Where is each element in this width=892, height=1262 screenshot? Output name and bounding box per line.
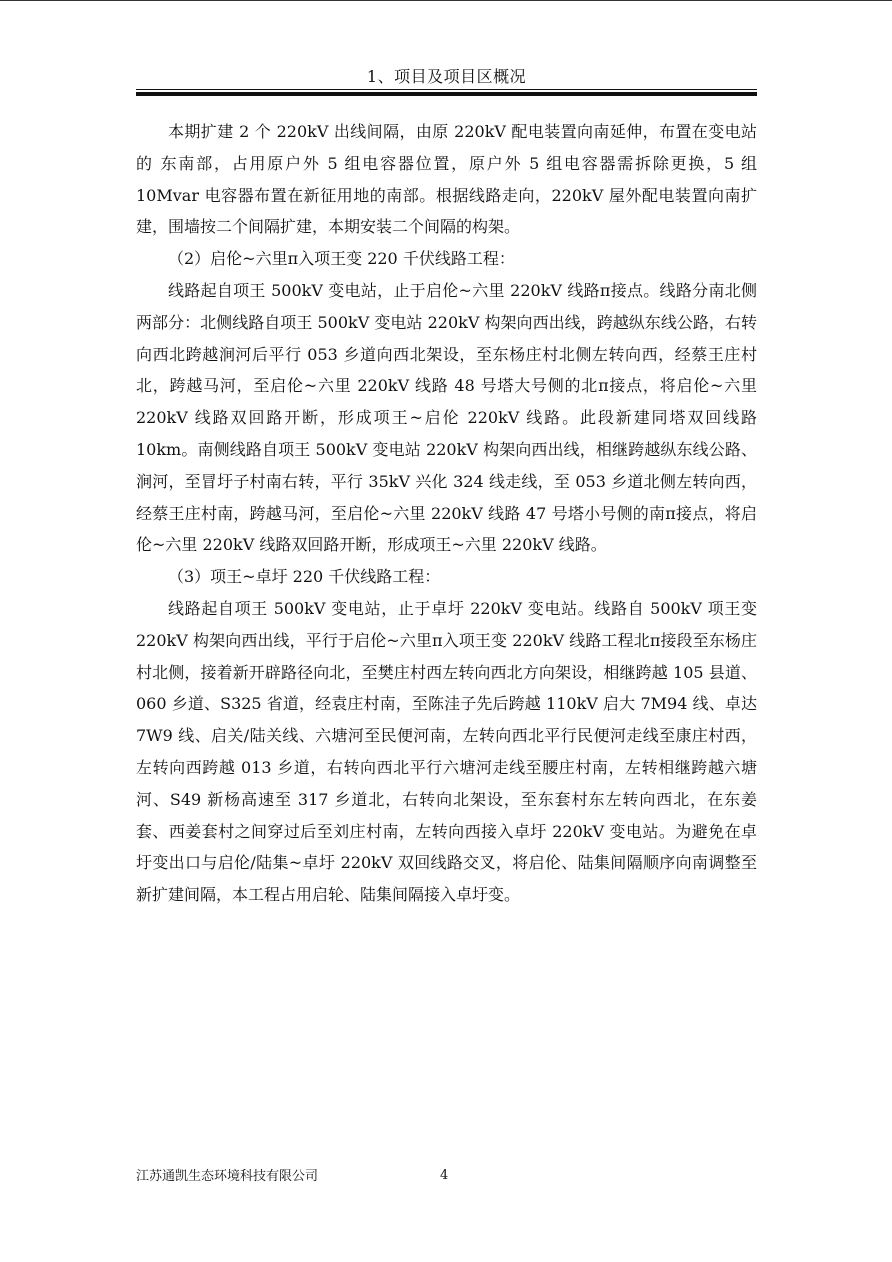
paragraph-xiangwang-zhuowei-route: 线路起自项王 500kV 变电站，止于卓圩 220kV 变电站。线路自 500kV 项王变 220kV 构架向西出线，平行于启伦~六里π入项王变 220kV 线路工程北π接段至东杨庄村北侧，接着新开辟路径向北，至樊庄村西左转向西北方向架设，相继跨越 105 县道、060 乡道、S325 省道，经袁庄村南，至陈洼子先后跨越 110kV 启大 7M94 线、卓达 7W9 线、启关/陆关线、六塘河至民便河南，左转向西北平行民便河走线至康庄村西，左转向西跨越 013 乡道，右转向西北平行六塘河走线至腰庄村南，左转相继跨越六塘河、S49 新杨高速至 317 乡道北，右转向北架设，至东套村东左转向西北，在东姜套、西姜套村之间穿过后至刘庄村南，左转向西接入卓圩 220kV 变电站。为避免在卓圩变出口与启伦/陆集~卓圩 220kV 双回线路交叉，将启伦、陆集间隔顺序向南调整至新扩建间隔，本工程占用启轮、陆集间隔接入卓圩变。 [136,598,757,905]
header-rule-thick [136,92,757,96]
subheading-xiangwang-zhuowei: （3）项王~卓圩 220 千伏线路工程： [168,567,441,587]
page-top-border [0,0,892,1]
footer-page-number: 4 [440,1168,449,1183]
header-rule-thin [136,89,757,90]
footer-company-name: 江苏通凯生态环境科技有限公司 [136,1169,319,1184]
paragraph-expansion: 本期扩建 2 个 220kV 出线间隔，由原 220kV 配电装置向南延伸，布置在变电站的 东南部，占用原户外 5 组电容器位置，原户外 5 组电容器需拆除更换，5 组 10Mvar 电容器布置在新征用地的南部。根据线路走向，220kV 屋外配电装置向南扩建，围墙按二个间隔扩建，本期安装二个间隔的构架。 [136,122,757,237]
document-body [136,116,757,911]
paragraph-qilun-liuli-route: 线路起自项王 500kV 变电站，止于启伦~六里 220kV 线路π接点。线路分南北侧两部分：北侧线路自项王 500kV 变电站 220kV 构架向西出线，跨越纵东线公路，右转向西北跨越涧河后平行 053 乡道向西北架设，至东杨庄村北侧左转向西，经蔡王庄村北，跨越马河，至启伦~六里 220kV 线路 48 号塔大号侧的北π接点，将启伦~六里 220kV 线路双回路开断，形成项王~启伦 220kV 线路。此段新建同塔双回线路 10km。南侧线路自项王 500kV 变电站 220kV 构架向西出线，相继跨越纵东线公路、涧河，至冒圩子村南右转，平行 35kV 兴化 324 线走线，至 053 乡道北侧左转向西，经蔡王庄村南，跨越马河，至启伦~六里 220kV 线路 47 号塔小号侧的南π接点，将启伦~六里 220kV 线路双回路开断，形成项王~六里 220kV 线路。 [136,280,757,555]
subheading-qilun-liuli: （2）启伦~六里π入项王变 220 千伏线路工程： [168,249,515,269]
section-header-title: 1、项目及项目区概况 [366,67,527,86]
